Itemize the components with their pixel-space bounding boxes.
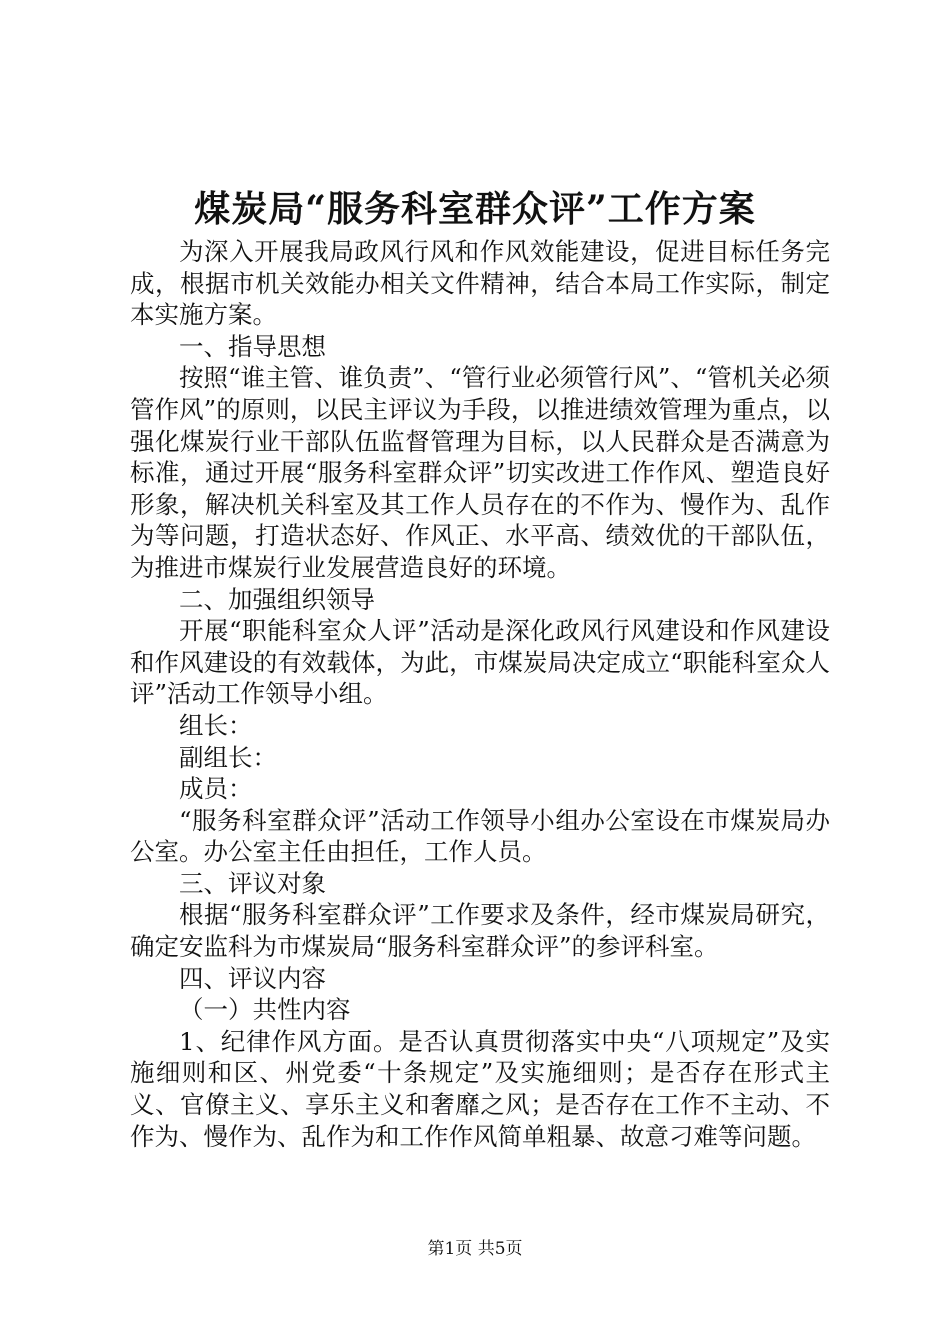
intro-paragraph: 为深入开展我局政风行风和作风效能建设，促进目标任务完成，根据市机关效能办相关文件精神，结合本局工作实际，制定本实施方案。 xyxy=(130,237,830,330)
document-body xyxy=(130,236,830,1152)
team-leader-line: 组长： xyxy=(179,710,253,740)
section-heading-organization: 二、加强组织领导 xyxy=(179,584,375,614)
evaluation-target-paragraph: 根据“服务科室群众评”工作要求及条件，经市煤炭局研究，确定安监科为市煤炭局“服务科室群众评”的参评科室。 xyxy=(130,900,830,962)
discipline-paragraph: 1、纪律作风方面。是否认真贯彻落实中央“八项规定”及实施细则和区、州党委“十条规定”及实施细则；是否存在形式主义、官僚主义、享乐主义和奢靡之风；是否存在工作不主动、不作为、慢作为、乱作为和工作作风简单粗暴、故意刁难等问题。 xyxy=(130,1026,830,1151)
section-heading-evaluation-target: 三、评议对象 xyxy=(179,868,326,898)
members-line: 成员： xyxy=(179,774,253,804)
organization-paragraph: 开展“职能科室众人评”活动是深化政风行风建设和作风建设和作风建设的有效载体，为此，市煤炭局决定成立“职能科室众人评”活动工作领导小组。 xyxy=(130,616,830,709)
section-heading-evaluation-content: 四、评议内容 xyxy=(179,963,326,993)
page-footer: 第1页 共5页 xyxy=(427,1239,523,1259)
document-title: 煤炭局“服务科室群众评”工作方案 xyxy=(194,188,756,230)
subsection-heading-common-content: （一）共性内容 xyxy=(179,995,351,1025)
office-paragraph: “服务科室群众评”活动工作领导小组办公室设在市煤炭局办公室。办公室主任由担任，工作人员。 xyxy=(130,805,830,867)
guiding-ideology-paragraph: 按照“谁主管、谁负责”、“管行业必须管行风”、“管机关必须管作风”的原则，以民主评议为手段，以推进绩效管理为重点，以强化煤炭行业干部队伍监督管理为目标，以人民群众是否满意为标准，通过开展“服务科室群众评”切实改进工作作风、塑造良好形象，解决机关科室及其工作人员存在的不作为、慢作为、乱作为等问题，打造状态好、作风正、水平高、绩效优的干部队伍，为推进市煤炭行业发展营造良好的环境。 xyxy=(130,363,830,582)
section-heading-guiding-ideology: 一、指导思想 xyxy=(179,331,326,361)
deputy-leader-line: 副组长： xyxy=(179,742,277,772)
